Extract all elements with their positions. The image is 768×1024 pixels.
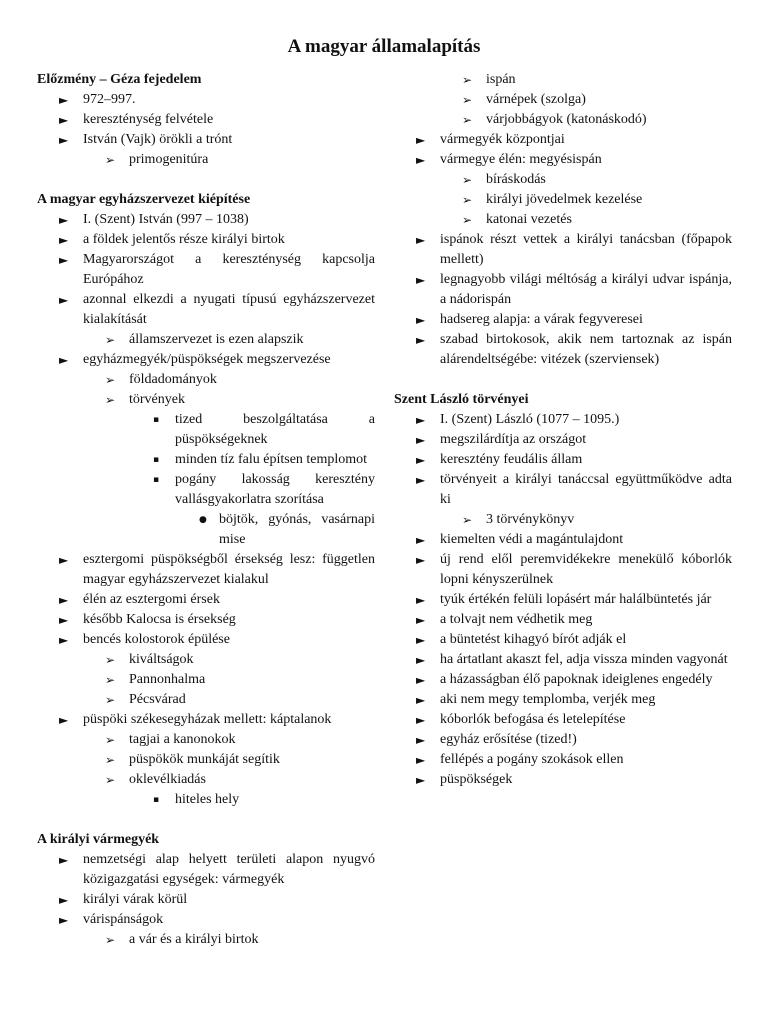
section-heading-geza: Előzmény – Géza fejedelem [37, 72, 202, 87]
list-item: ► kereszténység felvétele [37, 110, 375, 130]
arrow-bullet-icon: ► [416, 613, 426, 627]
arrow-bullet-icon: ► [416, 593, 426, 607]
chevron-bullet-icon: ➢ [105, 933, 116, 947]
list-item: ► fellépés a pogány szokások ellen [394, 750, 732, 770]
list-item: ➢ 3 törvénykönyv [394, 510, 732, 530]
square-bullet-icon: ▪ [153, 475, 160, 485]
list-item: ► bencés kolostorok épülése [37, 630, 375, 650]
square-bullet-icon: ▪ [153, 795, 160, 805]
arrow-bullet-icon: ► [59, 113, 69, 127]
list-item: ► egyház erősítése (tized!) [394, 730, 732, 750]
list-item: ► királyi várak körül [37, 890, 375, 910]
arrow-bullet-icon: ► [416, 713, 426, 727]
chevron-bullet-icon: ➢ [462, 173, 473, 187]
list-item: ► esztergomi püspökségből érsekség lesz: független magyar egyházszervezet kialakul [59, 552, 375, 587]
arrow-bullet-icon: ► [416, 413, 426, 427]
right-column [394, 70, 732, 790]
section-heading-egyhaz: A magyar egyházszervezet kiépítése [37, 192, 251, 207]
list-item: ► I. (Szent) István (997 – 1038) [37, 210, 375, 230]
chevron-bullet-icon: ➢ [105, 153, 116, 167]
arrow-bullet-icon: ► [59, 293, 69, 307]
list-item: ► várispánságok [37, 910, 375, 930]
list-item: ▪ minden tíz falu építsen templomot [37, 450, 375, 470]
arrow-bullet-icon: ► [416, 733, 426, 747]
list-item: ► aki nem megy templomba, verjék meg [394, 690, 732, 710]
list-item: ► I. (Szent) László (1077 – 1095.) [394, 410, 732, 430]
list-item: ► törvényeit a királyi tanáccsal együttműködve adta ki [416, 472, 732, 507]
chevron-bullet-icon: ➢ [105, 673, 116, 687]
arrow-bullet-icon: ► [416, 653, 426, 667]
chevron-bullet-icon: ➢ [462, 73, 473, 87]
list-item: ➢ Pannonhalma [37, 670, 375, 690]
list-item: ➢ királyi jövedelmek kezelése [394, 190, 732, 210]
list-item: ► 972–997. [37, 90, 375, 110]
list-item: ► tyúk értékén felüli lopásért már halálbüntetés jár [394, 590, 732, 610]
arrow-bullet-icon: ► [59, 553, 69, 567]
arrow-bullet-icon: ► [59, 253, 69, 267]
list-item: ► István (Vajk) örökli a trónt [37, 130, 375, 150]
list-item: ► legnagyobb világi méltóság a királyi udvar ispánja, a nádorispán [416, 272, 732, 307]
list-item: ► kóborlók befogása és letelepítése [394, 710, 732, 730]
list-item: ► később Kalocsa is érsekség [37, 610, 375, 630]
arrow-bullet-icon: ► [59, 913, 69, 927]
arrow-bullet-icon: ► [416, 473, 426, 487]
list-item: ► kiemelten védi a magántulajdont [394, 530, 732, 550]
arrow-bullet-icon: ► [59, 853, 69, 867]
arrow-bullet-icon: ► [416, 333, 426, 347]
chevron-bullet-icon: ➢ [105, 733, 116, 747]
page-title: A magyar államalapítás [287, 36, 481, 57]
chevron-bullet-icon: ➢ [105, 693, 116, 707]
list-item: ➢ várnépek (szolga) [394, 90, 732, 110]
list-item: ► azonnal elkezdi a nyugati típusú egyházszervezet kialakítását [59, 292, 375, 327]
list-item: ➢ primogenitúra [37, 150, 375, 170]
list-item: ➢ várjobbágyok (katonáskodó) [394, 110, 732, 130]
list-item: ➢ Pécsvárad [37, 690, 375, 710]
arrow-bullet-icon: ► [59, 593, 69, 607]
list-item: ► püspöki székesegyházak mellett: káptalanok [37, 710, 375, 730]
arrow-bullet-icon: ► [416, 313, 426, 327]
list-item: ► új rend elől peremvidékekre menekülő kóborlók lopni kényszerülnek [416, 552, 732, 587]
arrow-bullet-icon: ► [416, 773, 426, 787]
list-item: ► a földek jelentős része királyi birtok [37, 230, 375, 250]
section-heading-varmegye: A királyi vármegyék [37, 832, 160, 847]
list-item: ► a tolvajt nem védhetik meg [394, 610, 732, 630]
list-item: ► szabad birtokosok, akik nem tartoznak az ispán alárendeltségébe: vitézek (szerviensek) [416, 332, 732, 367]
list-item: ► püspökségek [394, 770, 732, 790]
arrow-bullet-icon: ► [416, 753, 426, 767]
list-item: ➢ oklevélkiadás [37, 770, 375, 790]
arrow-bullet-icon: ► [59, 133, 69, 147]
arrow-bullet-icon: ► [59, 633, 69, 647]
list-item: ► ispánok részt vettek a királyi tanácsban (főpapok mellett) [416, 232, 732, 267]
arrow-bullet-icon: ► [416, 633, 426, 647]
arrow-bullet-icon: ► [416, 153, 426, 167]
square-bullet-icon: ▪ [153, 415, 160, 425]
dot-bullet-icon: ● [199, 515, 207, 525]
chevron-bullet-icon: ➢ [105, 653, 116, 667]
list-item: ➢ törvények [37, 390, 375, 410]
chevron-bullet-icon: ➢ [105, 373, 116, 387]
square-bullet-icon: ▪ [153, 455, 160, 465]
arrow-bullet-icon: ► [416, 553, 426, 567]
list-item: ➢ tagjai a kanonokok [37, 730, 375, 750]
chevron-bullet-icon: ➢ [462, 513, 473, 527]
list-item: ► nemzetségi alap helyett területi alapon nyugvó közigazgatási egységek: vármegyék [59, 852, 375, 887]
arrow-bullet-icon: ► [59, 713, 69, 727]
chevron-bullet-icon: ➢ [105, 773, 116, 787]
section-heading-laszlo: Szent László törvényei [394, 392, 529, 407]
list-item: ➢ bíráskodás [394, 170, 732, 190]
list-item: ► hadsereg alapja: a várak fegyveresei [394, 310, 732, 330]
list-item: ➢ államszervezet is ezen alapszik [37, 330, 375, 350]
list-item: ➢ ispán [394, 70, 732, 90]
arrow-bullet-icon: ► [416, 433, 426, 447]
list-item: ► vármegyék központjai [394, 130, 732, 150]
arrow-bullet-icon: ► [59, 613, 69, 627]
list-item: ► megszilárdítja az országot [394, 430, 732, 450]
list-item: ► vármegye élén: megyésispán [394, 150, 732, 170]
arrow-bullet-icon: ► [416, 133, 426, 147]
list-item: ► a büntetést kihagyó bírót adják el [394, 630, 732, 650]
list-item: ➢ kiváltságok [37, 650, 375, 670]
list-item: ► keresztény feudális állam [394, 450, 732, 470]
chevron-bullet-icon: ➢ [105, 753, 116, 767]
arrow-bullet-icon: ► [59, 213, 69, 227]
chevron-bullet-icon: ➢ [105, 393, 116, 407]
arrow-bullet-icon: ► [416, 453, 426, 467]
list-item: ➢ püspökök munkáját segítik [37, 750, 375, 770]
arrow-bullet-icon: ► [59, 893, 69, 907]
list-item: ► élén az esztergomi érsek [37, 590, 375, 610]
arrow-bullet-icon: ► [59, 93, 69, 107]
list-item: ➢ a vár és a királyi birtok [37, 930, 375, 950]
list-item: ➢ földadományok [37, 370, 375, 390]
chevron-bullet-icon: ➢ [105, 333, 116, 347]
arrow-bullet-icon: ► [59, 233, 69, 247]
chevron-bullet-icon: ➢ [462, 213, 473, 227]
arrow-bullet-icon: ► [416, 693, 426, 707]
list-item: ● böjtök, gyónás, vasárnapi mise [199, 512, 375, 547]
arrow-bullet-icon: ► [416, 233, 426, 247]
list-item: ► ha ártatlant akaszt fel, adja vissza minden vagyonát [394, 650, 732, 670]
list-item: ► egyházmegyék/püspökségek megszervezése [37, 350, 375, 370]
list-item: ▪ pogány lakosság keresztény vallásgyakorlatra szorítása [153, 472, 375, 507]
list-item: ▪ hiteles hely [37, 790, 375, 810]
chevron-bullet-icon: ➢ [462, 93, 473, 107]
list-item: ➢ katonai vezetés [394, 210, 732, 230]
chevron-bullet-icon: ➢ [462, 193, 473, 207]
left-column [37, 70, 375, 950]
chevron-bullet-icon: ➢ [462, 113, 473, 127]
arrow-bullet-icon: ► [416, 673, 426, 687]
list-item: ▪ tized beszolgáltatása a püspökségeknek [153, 412, 375, 447]
list-item: ► Magyarországot a kereszténység kapcsolja Európához [59, 252, 375, 287]
arrow-bullet-icon: ► [416, 533, 426, 547]
arrow-bullet-icon: ► [416, 273, 426, 287]
list-item: ► a házasságban élő papoknak ideiglenes engedély [394, 670, 732, 690]
arrow-bullet-icon: ► [59, 353, 69, 367]
